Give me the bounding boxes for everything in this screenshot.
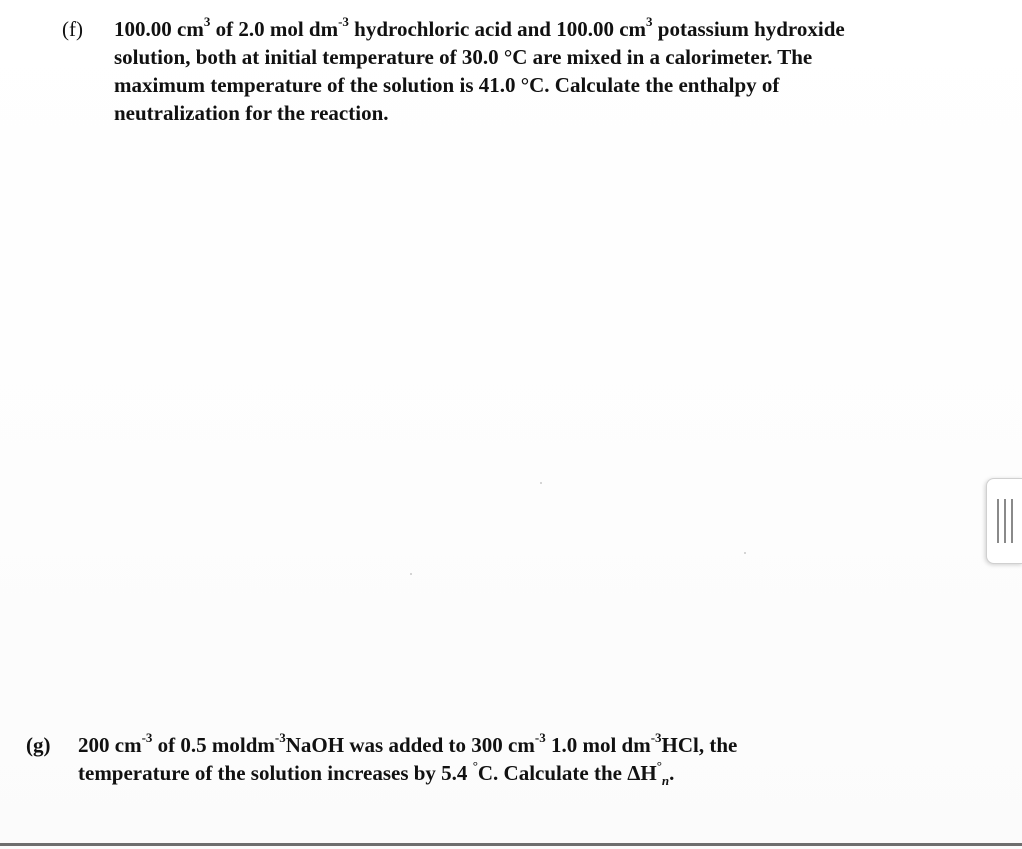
- text-run: HCl, the: [661, 733, 738, 757]
- text-run: 1.0 mol dm: [545, 733, 651, 757]
- question-label: (g): [26, 733, 51, 757]
- question-line: solution, both at initial temperature of 30.0 °C are mixed in a calorimeter. The: [114, 45, 813, 69]
- question-line: neutralization for the reaction.: [114, 101, 389, 125]
- superscript: -3: [650, 730, 662, 745]
- superscript: 3: [646, 14, 653, 29]
- grip-line-icon: [1004, 499, 1006, 543]
- superscript: -3: [274, 730, 286, 745]
- superscript: -3: [141, 730, 153, 745]
- question-label: (f): [62, 17, 83, 41]
- superscript: -3: [338, 14, 349, 29]
- superscript: -3: [534, 730, 546, 745]
- question-text: [62, 15, 942, 127]
- superscript: 3: [203, 14, 211, 29]
- subscript: n: [661, 773, 670, 789]
- text-run: 200 cm: [78, 733, 142, 757]
- question-f: [62, 15, 942, 127]
- question-line: [114, 15, 942, 43]
- speck: [744, 552, 746, 554]
- page-bottom-divider: [0, 843, 1022, 846]
- question-line: maximum temperature of the solution is 41.0 °C. Calculate the enthalpy of: [114, 73, 780, 97]
- question-line: [78, 759, 926, 787]
- text-run: temperature of the solution increases by 5.4: [78, 761, 473, 785]
- text-run: of 0.5 moldm: [152, 733, 275, 757]
- side-panel-handle[interactable]: [986, 478, 1022, 564]
- text-run: NaOH was added to 300 cm: [285, 733, 535, 757]
- text-run: potassium hydroxide: [652, 17, 845, 41]
- text-run: 100.00 cm: [114, 17, 204, 41]
- speck: [410, 573, 412, 575]
- text-run: hydrochloric acid and 100.00 cm: [348, 17, 647, 41]
- grip-line-icon: [997, 499, 999, 543]
- text-run: of 2.0 mol dm: [210, 17, 339, 41]
- question-line: [78, 731, 926, 759]
- text-run: .: [669, 761, 675, 785]
- superscript: °: [656, 758, 662, 773]
- superscript: °: [472, 758, 478, 773]
- speck: [540, 482, 542, 484]
- grip-line-icon: [1011, 499, 1013, 543]
- question-g: [26, 731, 926, 787]
- question-text: [26, 731, 926, 787]
- text-run: C. Calculate the ΔH: [477, 761, 657, 785]
